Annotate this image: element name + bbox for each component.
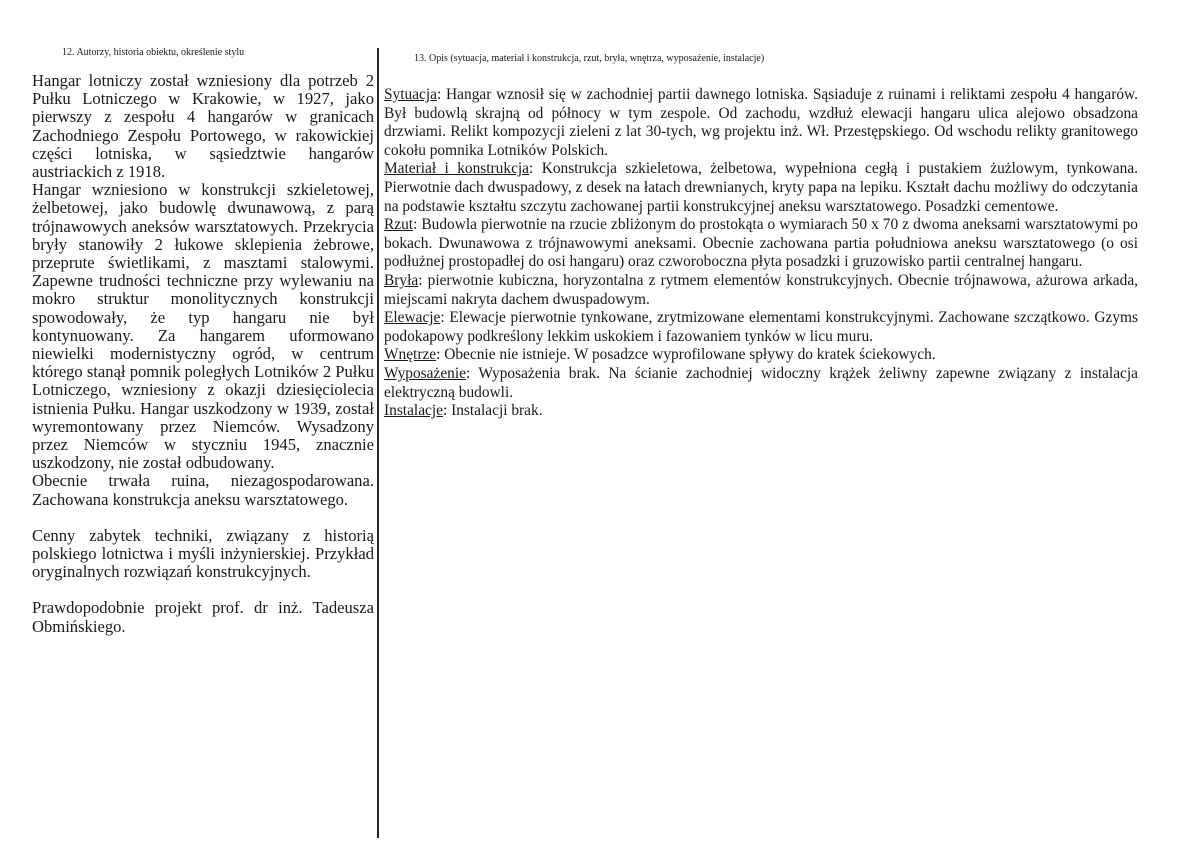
section-sytuacja: Sytuacja: Hangar wznosił się w zachodniej partii dawnego lotniska. Sąsiaduje z ruinami i reliktami zespołu 4 hangarów. Był budowlą skrajną od północy w tym zespole. Od zachodu, wzdłuż elewacji hangaru ulica alejowo obsadzona drzwiami. Relikt kompozycji zieleni z lat 30-tych, wg projektu inż. Wł. Przestępskiego. Od wschodu relikty granitowego cokołu pomnika Lotników Polskich. [384, 86, 1138, 159]
section-bryla: Bryła: pierwotnie kubiczna, horyzontalna z rytmem elementów konstrukcyjnych. Obecnie trójnawowa, ażurowa arkada, miejscami nakryta dachem dwuspadowym. [384, 271, 1138, 308]
description-column-header: 13. Opis (sytuacja, materiał i konstrukcja, rzut, bryła, wnętrza, wyposażenie, instalacje) [414, 53, 765, 64]
section-text: Wyposażenia brak. Na ścianie zachodniej widoczny krążek żeliwny zapewne związany z instalacja elektryczną budowli. [384, 364, 1138, 401]
section-material-konstrukcja: Materiał i konstrukcja: Konstrukcja szkieletowa, żelbetowa, wypełniona cegłą i pustakiem żużlowym, tynkowana. Pierwotnie dach dwuspadowy, z desek na łatach drewnianych, kryty papa na lepiku. Kształt dachu możliwy do odczytania na podstawie kształtu szczytu zachowanej partii konstrukcyjnej aneksu warsztatowego. Posadzki cementowe. [384, 160, 1138, 215]
section-rzut: Rzut: Budowla pierwotnie na rzucie zbliżonym do prostokąta o wymiarach 50 x 70 z dwoma aneksami warsztatowymi po bokach. Dwunawowa z trójnawowymi aneksami. Obecnie zachowana partia południowa aneksu warsztatowego (o osi podłużnej prostopadłej do osi hangaru) oraz czworoboczna płyta posadzki i gruzowisko partii centralnej hangaru. [384, 216, 1138, 271]
section-instalacje: Instalacje: Instalacji brak. [384, 402, 543, 420]
section-text: Obecnie nie istnieje. W posadzce wyprofilowane spływy do kratek ściekowych. [444, 346, 936, 364]
section-text: Instalacji brak. [451, 402, 543, 420]
section-label: Instalacje [384, 402, 443, 420]
section-wyposazenie: Wyposażenie: Wyposażenia brak. Na ścianie zachodniej widoczny krążek żeliwny zapewne związany z instalacja elektryczną budowli. [384, 364, 1138, 401]
section-elewacje: Elewacje: Elewacje pierwotnie tynkowane, zrytmizowane elementami konstrukcyjnymi. Zachowane szczątkowo. Gzyms podokapowy podkreślony lekkim uskokiem i fazowaniem tynków w licu muru. [384, 309, 1139, 345]
column-divider [377, 48, 379, 838]
section-label: Wnętrze [384, 346, 437, 364]
section-label: Elewacje [384, 309, 441, 327]
history-column-header: 12. Autorzy, historia obiektu, określenie stylu [62, 47, 245, 58]
history-paragraph: Hangar wzniesiono w konstrukcji szkieletowej, żelbetowej, jako budowlę dwunawową, z parą trójnawowych aneksów warsztatowych. Przekrycia bryły stanowiły 2 łukowe sklepienia żebrowe, przeprute świetlikami, z masztami stalowymi. Zapewne trudności techniczne przy wylewaniu na mokro struktur monolitycznych konstrukcji spowodowały, że typ hangaru nie był kontynuowany. Za hangarem uformowano niewielki modernistyczny ogród, w centrum którego stanął pomnik poległych Lotników 2 Pułku Lotniczego, wzniesiony z okazji dziesięciolecia istnienia Pułku. Hangar uszkodzony w 1939, został wyremontowany przez Niemców. Wysadzony przez Niemców w styczniu 1945, znacznie uszkodzony, nie został odbudowany. [32, 180, 374, 473]
description-column [384, 52, 1138, 421]
section-label: Wyposażenie [384, 364, 466, 382]
section-label: Sytuacja [384, 86, 437, 103]
history-paragraph: Cenny zabytek techniki, związany z historią polskiego lotnictwa i myśli inżynierskiej. Przykład oryginalnych rozwiązań konstrukcyjnych. [32, 525, 374, 582]
section-label: Bryła [384, 271, 419, 289]
history-paragraph: Obecnie trwała ruina, niezagospodarowana. Zachowana konstrukcja aneksu warsztatowego. [32, 471, 374, 509]
section-label: Rzut [384, 216, 414, 234]
section-text: Elewacje pierwotnie tynkowane, zrytmizowane elementami konstrukcyjnymi. Zachowane szczątkowo. Gzyms podokapowy podkreślony lekkim uskokiem i fazowaniem tynków w licu muru. [384, 309, 1139, 345]
section-text: Konstrukcja szkieletowa, żelbetowa, wypełniona cegłą i pustakiem żużlowym, tynkowana. Pierwotnie dach dwuspadowy, z desek na łatach drewnianych, kryty papa na lepiku. Kształt dachu możliwy do odczytania na podstawie kształtu szczytu zachowanej partii konstrukcyjnej aneksu warsztatowego. Posadzki cementowe. [384, 160, 1138, 215]
section-label: Materiał i konstrukcja [384, 160, 530, 178]
history-paragraph: Hangar lotniczy został wzniesiony dla potrzeb 2 Pułku Lotniczego w Krakowie, w 1927, jako pierwszy z zespołu 4 hangarów w granicach Zachodniego Zespołu Portowego, w rakowickiej części lotniska, w sąsiedztwie hangarów austriackich z 1918. [32, 71, 374, 182]
section-text: Hangar wznosił się w zachodniej partii dawnego lotniska. Sąsiaduje z ruinami i reliktami zespołu 4 hangarów. Był budowlą skrajną od północy w tym zespole. Od zachodu, wzdłuż elewacji hangaru ulica alejowo obsadzona drzwiami. Relikt kompozycji zieleni z lat 30-tych, wg projektu inż. Wł. Przestępskiego. Od wschodu relikty granitowego cokołu pomnika Lotników Polskich. [384, 86, 1138, 159]
section-text: Budowla pierwotnie na rzucie zbliżonym do prostokąta o wymiarach 50 x 70 z dwoma aneksami warsztatowymi po bokach. Dwunawowa z trójnawowymi aneksami. Obecnie zachowana partia południowa aneksu warsztatowego (o osi podłużnej prostopadłej do osi hangaru) oraz czworoboczna płyta posadzki i gruzowisko partii centralnej hangaru. [384, 216, 1138, 271]
section-text: pierwotnie kubiczna, horyzontalna z rytmem elementów konstrukcyjnych. Obecnie trójnawowa, ażurowa arkada, miejscami nakryta dachem dwuspadowym. [384, 271, 1138, 308]
history-column [32, 46, 374, 636]
history-paragraph: Prawdopodobnie projekt prof. dr inż. Tadeusza Obmińskiego. [32, 598, 374, 636]
section-wnetrze: Wnętrze: Obecnie nie istnieje. W posadzce wyprofilowane spływy do kratek ściekowych. [384, 346, 936, 364]
